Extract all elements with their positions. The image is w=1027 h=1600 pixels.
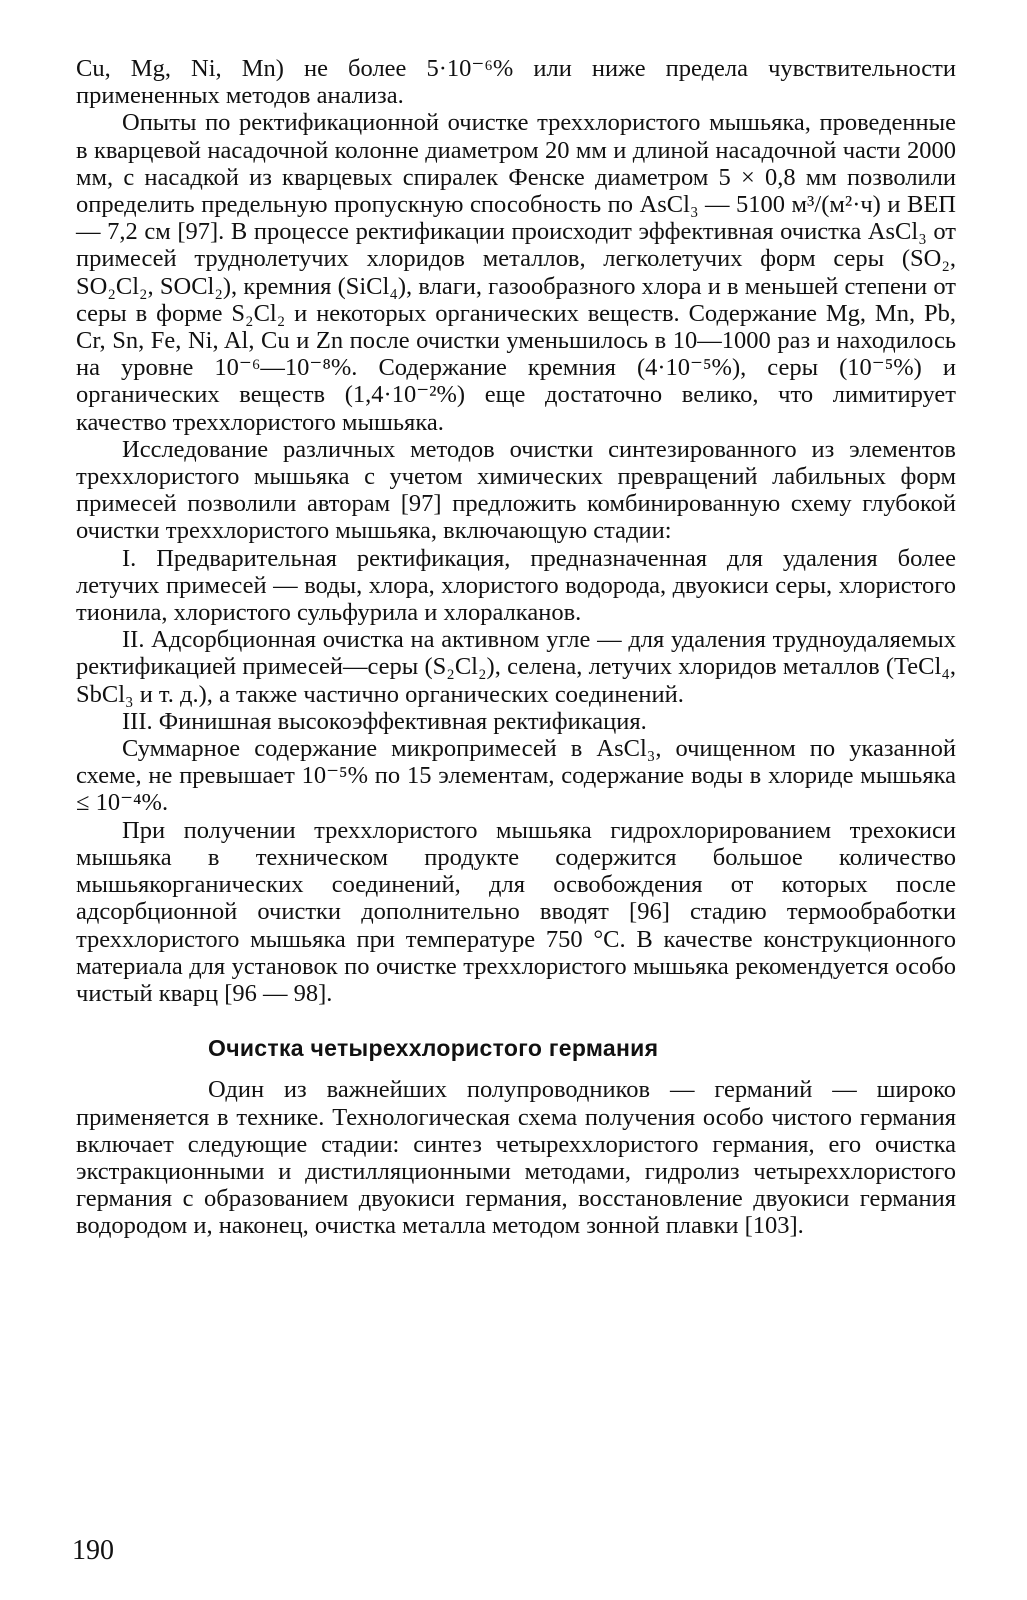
paragraph-hydrochlorination: При получении треххлористого мышьяка гидрохлорированием трехокиси мышьяка в техническом продукте содержится большое количество мышьякорганических соединений, для освобождения от которых после адсорбционной очистки дополнительно вводят [96] стадию термообработки треххлористого мышьяка при температуре 750 °C. В качестве конструкционного материала для установок по очистке треххлористого мышьяка рекомендуется особо чистый кварц [96 — 98]. — [76, 816, 956, 1007]
paragraph-total-impurities: Суммарное содержание микропримесей в AsCl₃, очищенном по указанной схеме, не превышает 10⁻⁵% по 15 элементам, содержание воды в хлориде мышьяка ≤ 10⁻⁴%. — [76, 735, 956, 817]
section-heading: Очистка четыреххлористого германия — [208, 1035, 659, 1062]
paragraph-combined-scheme: Исследование различных методов очистки синтезированного из элементов треххлористого мышьяка с учетом химических превращений лабильных форм примесей позволили авторам [97] предложить комбинированную схему глубокой очистки треххлористого мышьяка, включающую стадии: — [76, 435, 956, 545]
paragraph-germanium-intro: Один из важнейших полупроводников — германий — широко применяется в технике. Технологическая схема получения особо чистого германия включает следующие стадии: синтез четыреххлористого германия, его очистка экстракционными и дистилляционными методами, гидролиз четыреххлористого германия с образованием двуокиси германия, восстановление двуокиси германия водородом и, наконец, очистка металла методом зонной плавки [103]. — [76, 1076, 956, 1240]
page-body — [76, 55, 956, 1240]
list-item-stage-3: III. Финишная высокоэффективная ректификация. — [122, 707, 647, 735]
paragraph-rectification-experiments: Опыты по ректификационной очистке треххлористого мышьяка, проведенные в кварцевой насадочной колонне диаметром 20 мм и длиной насадочной части 2000 мм, с насадкой из кварцевых спиралек Фенске диаметром 5 × 0,8 мм позволили определить предельную пропускную способность по AsCl₃ — 5100 м³/(м²·ч) и ВЕП — 7,2 см [97]. В процессе ректификации происходит эффективная очистка AsCl₃ от примесей труднолетучих хлоридов металлов, легколетучих форм серы (SO₂, SO₂Cl₂, SOCl₂), кремния (SiCl₄), влаги, газообразного хлора и в меньшей степени от серы в форме S₂Cl₂ и некоторых органических веществ. Содержание Mg, Mn, Pb, Cr, Sn, Fe, Ni, Al, Cu и Zn после очистки уменьшилось в 10—1000 раз и находилось на уровне 10⁻⁶—10⁻⁸%. Содержание кремния (4·10⁻⁵%), серы (10⁻⁵%) и органических веществ (1,4·10⁻²%) еще достаточно велико, что лимитирует качество треххлористого мышьяка. — [76, 109, 956, 436]
list-item-stage-2: II. Адсорбционная очистка на активном угле — для удаления трудноудаляемых ректификацией примесей—серы (S₂Cl₂), селена, летучих хлоридов металлов (TeCl₄, SbCl₃ и т. д.), а также частично органических соединений. — [76, 626, 956, 708]
paragraph-continuation: Cu, Mg, Ni, Mn) не более 5·10⁻⁶% или ниже предела чувствительности примененных методов анализа. — [76, 55, 956, 110]
list-item-stage-1: I. Предварительная ректификация, предназначенная для удаления более летучих примесей — воды, хлора, хлористого водорода, двуокиси серы, хлористого тионила, хлористого сульфурила и хлоралканов. — [76, 544, 956, 627]
page-number: 190 — [72, 1535, 114, 1566]
